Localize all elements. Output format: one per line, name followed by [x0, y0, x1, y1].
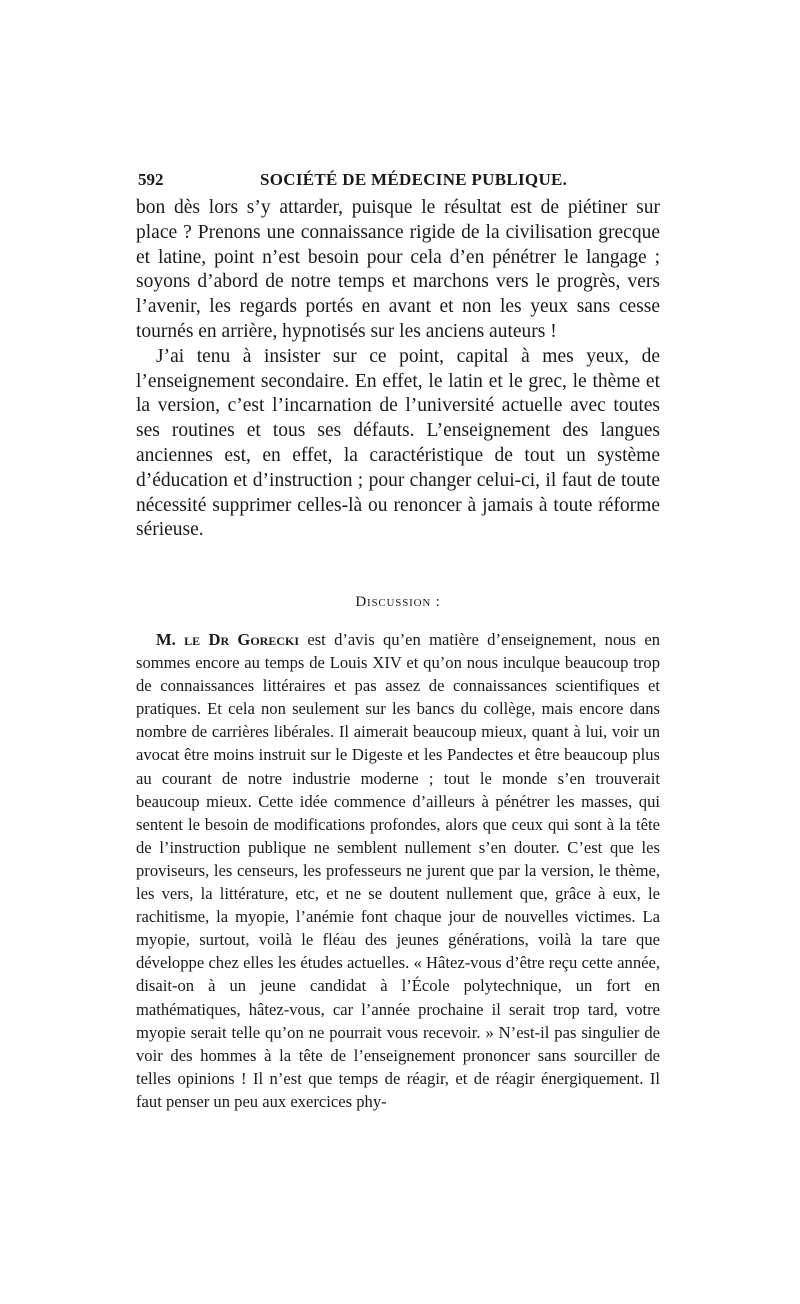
discussion-paragraph	[136, 628, 660, 1113]
discussion-text	[136, 628, 660, 1113]
running-title: SOCIÉTÉ DE MÉDECINE PUBLIQUE.	[260, 170, 568, 189]
speaker-name: M. le Dr Gorecki	[156, 630, 300, 649]
page-header	[138, 170, 660, 196]
page-number: 592	[138, 170, 164, 189]
paragraph-secondary-education: J’ai tenu à insister sur ce point, capital à mes yeux, de l’enseignement secondaire. En effet, le latin et le grec, le thème et la version, c’est l’incarnation de l’université actuelle avec toutes ses routines et tous ses défauts. L’enseignement des langues anciennes est, en effet, la caractéristique de tout un système d’éducation et d’instruction ; pour changer celui-ci, il faut de toute nécessité supprimer celles-là ou renoncer à jamais à toute réforme sérieuse.	[136, 345, 660, 541]
intro-text	[136, 196, 660, 543]
paragraph-continuation: bon dès lors s’y attarder, puisque le résultat est de piétiner sur place ? Prenons une connaissance rigide de la civilisation grecque et latine, point n’est besoin pour cela d’en pénétrer le langage ; soyons d’abord de notre temps et marchons vers le progrès, vers l’avenir, les regards portés en avant et non les yeux sans cesse tournés en arrière, hypnotisés sur les anciens auteurs !	[136, 197, 660, 342]
discussion-body: est d’avis qu’en matière d’enseignement, nous en sommes encore au temps de Louis XIV et qu’on nous inculque beaucoup trop de connaissances littéraires et pas assez de connaissances scientifiques et pratiques. Et cela non seulement sur les bancs du collège, mais encore dans nombre de carrières libérales. Il aimerait beaucoup mieux, quant à lui, voir un avocat être moins instruit sur le Digeste et les Pandectes et être beaucoup plus au courant de notre industrie moderne ; tout le monde s’en trouverait beaucoup mieux. Cette idée commence d’ailleurs à pénétrer les masses, qui sentent le besoin de modifications profondes, alors que ceux qui sont à la tête de l’instruction publique ne semblent nullement s’en douter. C’est que les proviseurs, les censeurs, les professeurs ne jurent que par la version, le thème, les vers, la littérature, etc, et ne se doutent nullement que, grâce à eux, le rachitisme, la myopie, l’anémie font chaque jour de nouvelles victimes. La myopie, surtout, voilà le fléau des jeunes générations, voilà la tare que développe chez elles les études actuelles. « Hâtez-vous d’être reçu cette année, disait-on à un jeune candidat à l’École polytechnique, un fort en mathématiques, hâtez-vous, car l’année prochaine il serait trop tard, votre myopie serait telle qu’on ne pourrait vous recevoir. » N’est-il pas singulier de voir des hommes à la tête de l’enseignement prononcer sans sourciller de telles opinions ! Il n’est que temps de réagir, et de réagir énergiquement. Il faut penser un peu aux exercices phy-	[136, 630, 660, 1111]
discussion-heading: Discussion :	[355, 594, 441, 610]
